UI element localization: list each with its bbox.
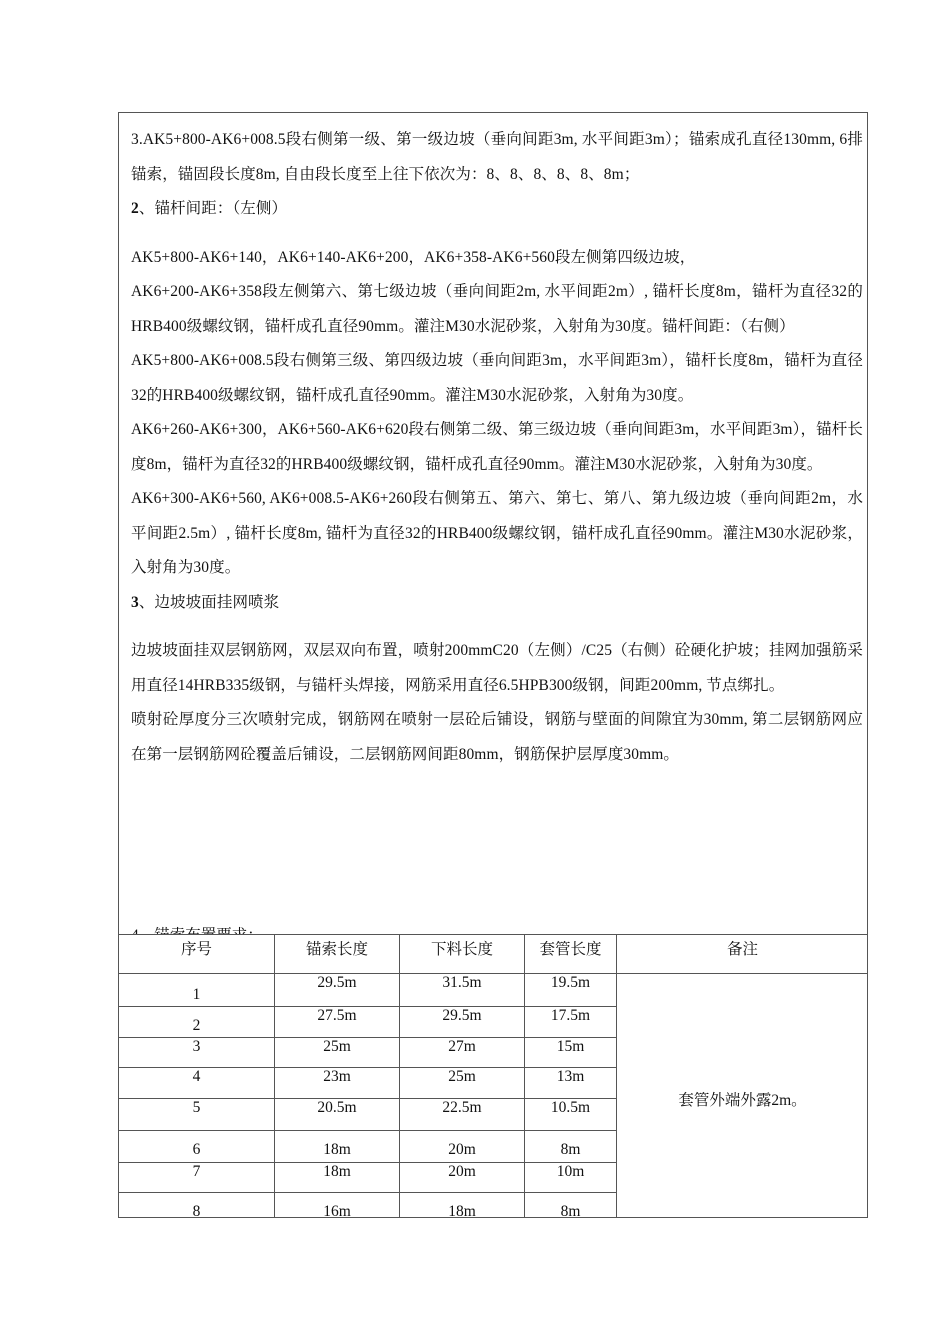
paragraph-steel-mesh: 边坡坡面挂双层钢筋网，双层双向布置，喷射200mmC20（左侧）/C25（右侧）砼硬化护坡；挂网加强筋采用直径14HRB335级钢，与锚杆头焊接，网筋采用直径6.5HPB300级钢，间距200mm, 节点绑扎。 xyxy=(131,642,863,694)
cell-note: 套管外端外露2m。 xyxy=(617,974,869,1219)
column-header-cable-length: 锚索长度 xyxy=(275,935,400,974)
cell-cut-length: 29.5m xyxy=(400,1007,525,1038)
cell-cut-length: 27m xyxy=(400,1038,525,1068)
document-frame xyxy=(118,112,868,1218)
paragraph-left-fourth-slope: AK5+800-AK6+140，AK6+140-AK6+200，AK6+358-AK6+560段左侧第四级边坡， xyxy=(131,248,696,266)
cell-sleeve-length: 8m xyxy=(525,1131,617,1163)
cell-cut-length: 22.5m xyxy=(400,1099,525,1131)
cell-cut-length: 20m xyxy=(400,1163,525,1193)
paragraph-left-sixth-seventh-slope: AK6+200-AK6+358段左侧第六、第七级边坡（垂向间距2m, 水平间距2m）, 锚杆长度8m，锚杆为直径32的HRB400级螺纹钢，锚杆成孔直径90mm。灌注M30水泥砂浆，入射角为30度。锚杆间距：（右侧） xyxy=(131,283,863,335)
cell-cable-length: 25m xyxy=(275,1038,400,1068)
heading-number: 2 xyxy=(131,200,139,217)
cell-seq: 1 xyxy=(119,974,275,1007)
cell-cut-length: 31.5m xyxy=(400,974,525,1007)
column-header-seq: 序号 xyxy=(119,935,275,974)
anchor-cable-table xyxy=(118,934,868,1218)
cell-sleeve-length: 10m xyxy=(525,1163,617,1193)
heading-text: 、锚杆间距：（左侧） xyxy=(138,200,288,217)
cell-seq: 7 xyxy=(119,1163,275,1193)
cell-cable-length: 16m xyxy=(275,1193,400,1219)
paragraph-shotcrete-thickness: 喷射砼厚度分三次喷射完成，钢筋网在喷射一层砼后铺设，钢筋与壁面的间隙宜为30mm, 第二层钢筋网应在第一层钢筋网砼覆盖后铺设，二层钢筋网间距80mm，钢筋保护层厚度30mm。 xyxy=(131,711,863,763)
paragraph-anchor-cable-right: 3.AK5+800-AK6+008.5段右侧第一级、第一级边坡（垂向间距3m, 水平间距3m）；锚索成孔直径130mm, 6排锚索，锚固段长度8m, 自由段长度至上往下依次为：8、8、8、8、8、8m； xyxy=(131,131,863,183)
paragraph-right-third-fourth-slope: AK5+800-AK6+008.5段右侧第三级、第四级边坡（垂向间距3m，水平间距3m），锚杆长度8m，锚杆为直径32的HRB400级螺纹钢，锚杆成孔直径90mm。灌注M30水泥砂浆，入射角为30度。 xyxy=(131,352,863,404)
heading-slope-shotcrete xyxy=(131,586,863,621)
table-row xyxy=(119,974,869,1007)
cell-sleeve-length: 10.5m xyxy=(525,1099,617,1131)
cell-cable-length: 20.5m xyxy=(275,1099,400,1131)
cell-seq: 6 xyxy=(119,1131,275,1163)
cell-cable-length: 27.5m xyxy=(275,1007,400,1038)
cell-seq: 3 xyxy=(119,1038,275,1068)
cell-sleeve-length: 17.5m xyxy=(525,1007,617,1038)
text-area xyxy=(131,123,863,938)
table-header-row xyxy=(119,935,869,974)
cell-seq: 8 xyxy=(119,1193,275,1219)
cell-cut-length: 20m xyxy=(400,1131,525,1163)
column-header-sleeve-length: 套管长度 xyxy=(525,935,617,974)
cell-cable-length: 18m xyxy=(275,1163,400,1193)
cell-seq: 4 xyxy=(119,1068,275,1099)
paragraph-right-second-third-slope: AK6+260-AK6+300，AK6+560-AK6+620段右侧第二级、第三级边坡（垂向间距3m，水平间距3m），锚杆长度8m，锚杆为直径32的HRB400级螺纹钢，锚杆成孔直径90mm。灌注M30水泥砂浆，入射角为30度。 xyxy=(131,421,863,473)
heading-number: 3 xyxy=(131,593,139,611)
cell-seq: 5 xyxy=(119,1099,275,1131)
cell-cable-length: 29.5m xyxy=(275,974,400,1007)
heading-text: 、边坡坡面挂网喷浆 xyxy=(138,593,280,611)
cell-sleeve-length: 19.5m xyxy=(525,974,617,1007)
cell-cable-length: 23m xyxy=(275,1068,400,1099)
cell-cable-length: 18m xyxy=(275,1131,400,1163)
cell-cut-length: 18m xyxy=(400,1193,525,1219)
heading-bolt-spacing-left xyxy=(131,192,863,227)
cell-cut-length: 25m xyxy=(400,1068,525,1099)
cell-sleeve-length: 15m xyxy=(525,1038,617,1068)
column-header-cut-length: 下料长度 xyxy=(400,935,525,974)
column-header-note: 备注 xyxy=(617,935,869,974)
cell-sleeve-length: 13m xyxy=(525,1068,617,1099)
cell-seq: 2 xyxy=(119,1007,275,1038)
cell-sleeve-length: 8m xyxy=(525,1193,617,1219)
paragraph-right-fifth-ninth-slope: AK6+300-AK6+560, AK6+008.5-AK6+260段右侧第五、第六、第七、第八、第九级边坡（垂向间距2m，水平间距2.5m）, 锚杆长度8m, 锚杆为直径32的HRB400级螺纹钢，锚杆成孔直径90mm。灌注M30水泥砂浆，入射角为30度。 xyxy=(131,490,863,576)
